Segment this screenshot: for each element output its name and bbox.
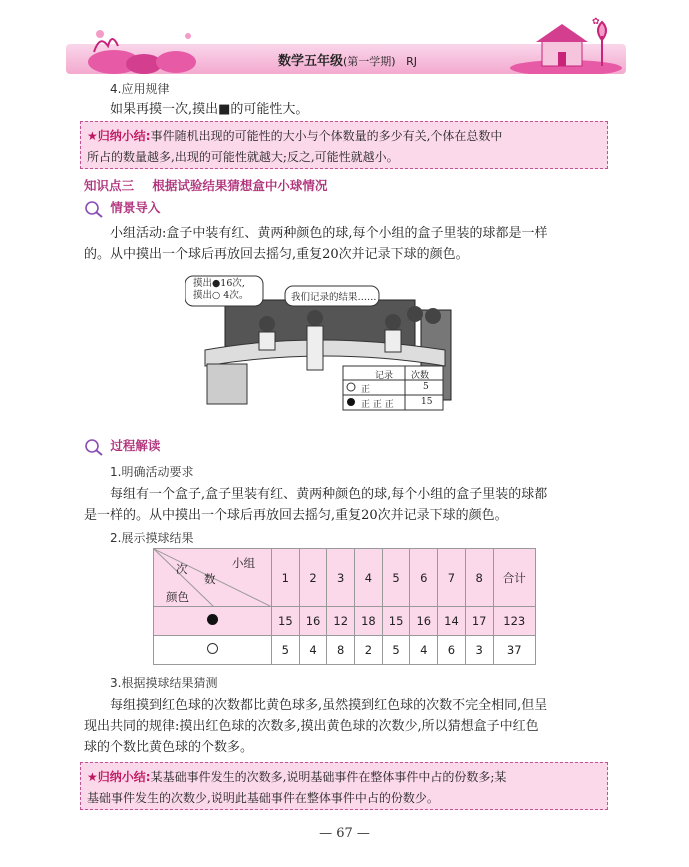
results-table: [153, 548, 536, 665]
corner-group-label: 小组: [232, 556, 255, 570]
table-cell: 3: [465, 636, 493, 665]
page-header: [66, 12, 626, 72]
house-decoration-icon: [506, 14, 626, 74]
table-cell: 5: [272, 636, 300, 665]
step3-line2: 现出共同的规律:摸出红色球的次数多,摸出黄色球的次数少,所以猜想盒子中红色: [84, 719, 539, 734]
step1-line1: 每组有一个盒子,盒子里装有红、黄两种颜色的球,每个小组的盒子里装的球都: [110, 487, 548, 502]
step3-heading: 3.根据摸球结果猜测: [110, 676, 218, 690]
table-corner-cell: [154, 549, 272, 607]
bubble1-line2: 摸出○ 4次。: [193, 290, 249, 301]
table-cell: 14: [438, 607, 466, 636]
magnifier-icon: [84, 200, 106, 218]
table-cell: 15: [272, 607, 300, 636]
step2-heading: 2.展示摸球结果: [110, 531, 194, 545]
section-4-heading: 4.应用规律: [110, 82, 170, 96]
process-heading: 过程解读: [84, 436, 160, 456]
section-4-body: 如果再摸一次,摸出■的可能性大。: [110, 102, 309, 117]
intro-heading: 情景导入: [84, 198, 160, 218]
topic-name: 根据试验结果猜想盒中小球情况: [152, 178, 328, 193]
total-header: 合计: [493, 549, 536, 607]
intro-line1: 小组活动:盒子中装有红、黄两种颜色的球,每个小组的盒子里装的球都是一样: [110, 226, 548, 241]
intro-line2: 的。从中摸出一个球后再放回去摇匀,重复20次并记录下球的颜色。: [84, 247, 469, 262]
bubble1-line1: 摸出●16次,: [193, 278, 245, 289]
table-cell: 4: [410, 636, 438, 665]
record-header-col1: 记录: [375, 371, 394, 381]
record-header-col2: 次数: [411, 371, 430, 381]
bubble2-text: 我们记录的结果……: [291, 292, 377, 303]
empty-ball-cell: [154, 636, 272, 665]
topic-label: 知识点三: [84, 178, 135, 193]
table-cell: 15: [382, 607, 410, 636]
summary-label: ★归纳小结:: [87, 770, 151, 784]
group-header: 1: [272, 549, 300, 607]
table-row-empty: [154, 636, 536, 665]
topic-title: [84, 176, 327, 194]
table-row-solid: [154, 607, 536, 636]
table-cell: 17: [465, 607, 493, 636]
table-cell: 12: [327, 607, 355, 636]
magnifier-icon: [84, 438, 106, 456]
corner-count-label-1: 次: [176, 562, 188, 576]
corner-count-label-2: 数: [204, 572, 216, 586]
solid-ball-icon: [207, 614, 218, 625]
record-row1-tally: 正: [361, 385, 371, 395]
table-cell: 8: [327, 636, 355, 665]
table-cell: 5: [382, 636, 410, 665]
solid-ball-cell: [154, 607, 272, 636]
group-header: 4: [355, 549, 383, 607]
page-number: — 67 —: [319, 826, 370, 841]
table-cell: 18: [355, 607, 383, 636]
corner-color-label: 颜色: [166, 590, 189, 604]
classroom-illustration: [185, 270, 455, 420]
step3-line1: 每组摸到红色球的次数都比黄色球多,虽然摸到红色球的次数不完全相同,但呈: [110, 698, 548, 713]
record-row2-count: 15: [421, 397, 433, 407]
group-header: 3: [327, 549, 355, 607]
record-row2-tally: 正 正 正: [361, 400, 394, 410]
step1-line2: 是一样的。从中摸出一个球后再放回去摇匀,重复20次并记录下球的颜色。: [84, 508, 508, 523]
group-header: 2: [299, 549, 327, 607]
header-title: 数学五年级(第一学期) RJ: [278, 54, 418, 69]
step1-heading: 1.明确活动要求: [110, 465, 194, 479]
summary-box-1: [80, 121, 608, 169]
summary-text-line1: 事件随机出现的可能性的大小与个体数量的多少有关,个体在总数中: [150, 129, 503, 143]
table-cell-total: 123: [493, 607, 536, 636]
table-cell-total: 37: [493, 636, 536, 665]
summary-text-line2: 基础事件发生的次数少,说明此基础事件在整体事件中占的份数少。: [87, 791, 439, 805]
summary-label: ★归纳小结:: [87, 129, 151, 143]
summary-text-line2: 所占的数量越多,出现的可能性就越大;反之,可能性就越小。: [87, 150, 399, 164]
table-cell: 4: [299, 636, 327, 665]
group-header: 5: [382, 549, 410, 607]
summary-text-line1: 某基础事件发生的次数多,说明基础事件在整体事件中占的份数多;某: [150, 770, 507, 784]
summary-box-2: [80, 762, 608, 810]
svg-text:✿: ✿: [592, 17, 600, 27]
table-cell: 16: [410, 607, 438, 636]
table-cell: 6: [438, 636, 466, 665]
step3-line3: 球的个数比黄色球的个数多。: [84, 740, 254, 755]
table-cell: 2: [355, 636, 383, 665]
group-header: 8: [465, 549, 493, 607]
flower-decoration-icon: [84, 22, 204, 74]
group-header: 6: [410, 549, 438, 607]
record-row1-count: 5: [423, 382, 429, 392]
group-header: 7: [438, 549, 466, 607]
table-cell: 16: [299, 607, 327, 636]
table-header-row: [154, 549, 536, 607]
empty-ball-icon: [207, 643, 218, 654]
